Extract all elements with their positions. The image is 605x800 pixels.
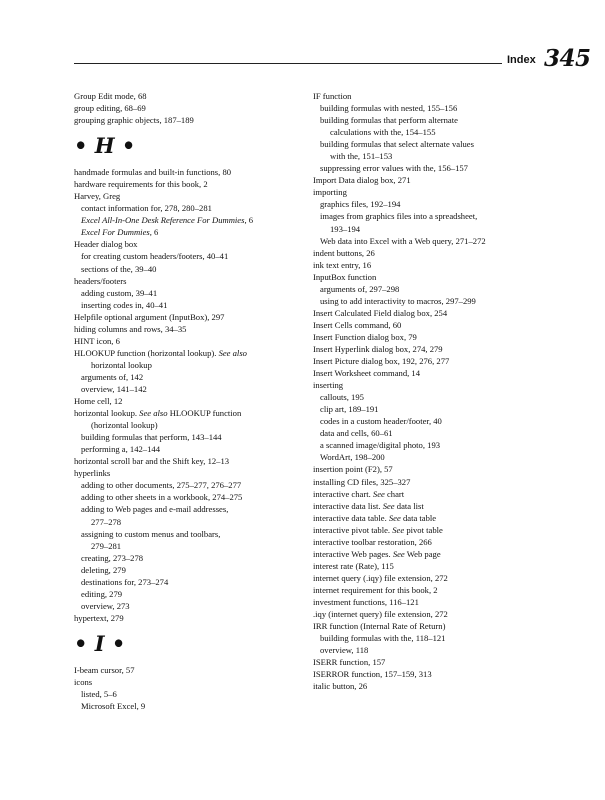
index-entry-part: Web page [404, 548, 441, 559]
index-subentry: inserting codes in, 40–41 [81, 299, 168, 310]
index-entry: italic button, 26 [313, 681, 368, 692]
index-subentry: listed, 5–6 [81, 689, 117, 700]
index-entry: Insert Picture dialog box, 192, 276, 277 [313, 356, 450, 367]
index-entry-italic-part: See [392, 524, 405, 535]
index-entry-italic-part: See also [218, 347, 247, 358]
index-entry-part: horizontal lookup. [74, 408, 140, 419]
page-number: 345 [544, 45, 591, 72]
index-letter-heading: • H • [74, 133, 136, 159]
index-entry: Home cell, 12 [74, 396, 123, 407]
index-subentry: suppressing error values with the, 156–157 [320, 163, 468, 174]
index-entry: icons [74, 676, 93, 687]
index-subentry: arguments of, 142 [81, 371, 144, 382]
index-entry-italic-part: See also [139, 408, 168, 419]
index-entry [74, 407, 294, 419]
index-entry: InputBox function [313, 271, 377, 282]
index-entry-italic-part: See [372, 488, 385, 499]
index-subentry: graphics files, 192–194 [320, 199, 401, 210]
index-subentry: WordArt, 198–200 [320, 452, 385, 463]
index-entry: .iqy (internet query) file extension, 272 [313, 609, 448, 620]
index-entry: ISERR function, 157 [313, 657, 386, 668]
index-subentry: creating, 273–278 [81, 552, 144, 563]
index-entry: group editing, 68–69 [74, 103, 146, 114]
running-header [74, 45, 591, 77]
index-entry-part: interactive pivot table. [313, 524, 393, 535]
index-entry: Insert Function dialog box, 79 [313, 331, 417, 342]
index-entry [313, 524, 583, 536]
index-subentry: arguments of, 297–298 [320, 283, 400, 294]
index-entry: investment functions, 116–121 [313, 596, 419, 607]
index-subentry: overview, 273 [81, 600, 130, 611]
index-entry: hardware requirements for this book, 2 [74, 179, 208, 190]
index-subentry: performing a, 142–144 [81, 444, 160, 455]
index-entry: interest rate (Rate), 115 [313, 560, 394, 571]
index-entry [313, 512, 583, 524]
index-entry-italic-part: Excel All-In-One Desk Reference For Dummies [81, 215, 245, 226]
index-entry: Harvey, Greg [74, 191, 121, 202]
index-entry-italic-part: See [392, 548, 405, 559]
index-entry-italic-part: See [382, 500, 395, 511]
index-entry: interactive toolbar restoration, 266 [313, 536, 432, 547]
index-entry-part: interactive data table. [313, 512, 389, 523]
index-subentry: adding to other sheets in a workbook, 274–275 [81, 492, 243, 503]
index-entry [74, 347, 294, 359]
index-subentry: deleting, 279 [81, 564, 126, 575]
index-entry-part: interactive Web pages. [313, 548, 393, 559]
index-subentry: overview, 141–142 [81, 383, 147, 394]
index-entry: hiding columns and rows, 34–35 [74, 323, 187, 334]
index-subentry: images from graphics files into a spreadsheet, [320, 211, 478, 222]
index-entry-continuation: horizontal lookup [91, 359, 152, 370]
index-subentry: destinations for, 273–274 [81, 576, 169, 587]
index-entry: I-beam cursor, 57 [74, 664, 135, 675]
index-entry: handmade formulas and built-in functions, 80 [74, 167, 232, 178]
index-subentry [74, 226, 294, 238]
index-entry: grouping graphic objects, 187–189 [74, 115, 194, 126]
index-subentry: clip art, 189–191 [320, 404, 379, 415]
index-entry-continuation: 193–194 [330, 223, 361, 234]
index-entry-part: HLOOKUP function [167, 408, 242, 419]
index-subentry: assigning to custom menus and toolbars, [81, 528, 221, 539]
index-entry-part: data table [400, 512, 437, 523]
index-entry: Insert Worksheet command, 14 [313, 368, 421, 379]
index-entry-part: pivot table [404, 524, 443, 535]
index-entry-part: data list [394, 500, 424, 511]
index-column-right [313, 90, 583, 692]
index-subentry: callouts, 195 [320, 392, 364, 403]
index-subentry: adding to other documents, 275–277, 276–277 [81, 480, 242, 491]
index-entry: Insert Calculated Field dialog box, 254 [313, 307, 448, 318]
index-entry-part: HLOOKUP function (horizontal lookup). [74, 347, 219, 358]
index-subentry: for creating custom headers/footers, 40–41 [81, 251, 229, 262]
index-entry: indent buttons, 26 [313, 247, 375, 258]
index-entry-part: , 6 [149, 227, 159, 238]
index-column-left [74, 90, 294, 712]
index-entry-part: , 6 [244, 215, 254, 226]
index-entry-italic-part: See [388, 512, 401, 523]
index-entry: installing CD files, 325–327 [313, 476, 411, 487]
index-entry: IF function [313, 91, 352, 101]
index-subentry: overview, 118 [320, 645, 369, 656]
index-entry: horizontal scroll bar and the Shift key, 12–13 [74, 456, 230, 467]
section-title: Index [507, 54, 536, 66]
index-subentry [74, 214, 294, 226]
index-entry: ink text entry, 16 [313, 259, 372, 270]
index-subentry: Microsoft Excel, 9 [81, 701, 146, 712]
index-entry [313, 500, 583, 512]
index-subentry: building formulas with the, 118–121 [320, 633, 446, 644]
index-entry: ISERROR function, 157–159, 313 [313, 669, 432, 680]
index-entry: HINT icon, 6 [74, 335, 120, 346]
index-subentry: contact information for, 278, 280–281 [81, 203, 212, 214]
index-entry: Insert Hyperlink dialog box, 274, 279 [313, 343, 443, 354]
index-entry: internet requirement for this book, 2 [313, 584, 438, 595]
index-entry: Helpfile optional argument (InputBox), 297 [74, 311, 225, 322]
index-subentry: adding custom, 39–41 [81, 287, 158, 298]
index-subentry: codes in a custom header/footer, 40 [320, 416, 442, 427]
index-entry: importing [313, 187, 347, 198]
index-subentry: building formulas that perform alternate [320, 115, 458, 126]
index-subentry: Web data into Excel with a Web query, 271–272 [320, 235, 486, 246]
index-entry-italic-part: Excel For Dummies [81, 227, 150, 238]
index-entry-continuation: with the, 151–153 [330, 151, 393, 162]
index-entry: hypertext, 279 [74, 612, 124, 623]
index-entry: Group Edit mode, 68 [74, 91, 147, 101]
index-entry [313, 488, 583, 500]
index-entry-continuation: 277–278 [91, 516, 122, 527]
index-subentry: building formulas that perform, 143–144 [81, 432, 222, 443]
index-subentry: building formulas with nested, 155–156 [320, 103, 458, 114]
index-subentry: using to add interactivity to macros, 297–299 [320, 295, 476, 306]
index-subentry: editing, 279 [81, 588, 123, 599]
index-entry: insertion point (F2), 57 [313, 464, 393, 475]
index-subentry: data and cells, 60–61 [320, 428, 393, 439]
header-rule [74, 63, 502, 64]
index-entry-part: chart [384, 488, 405, 499]
index-letter-heading: • I • [74, 630, 126, 656]
index-entry: IRR function (Internal Rate of Return) [313, 621, 446, 632]
index-entry: headers/footers [74, 275, 127, 286]
index-entry [313, 548, 583, 560]
index-subentry: a scanned image/digital photo, 193 [320, 440, 441, 451]
index-subentry: building formulas that select alternate values [320, 139, 474, 150]
index-entry-continuation: (horizontal lookup) [91, 420, 158, 431]
index-entry-continuation: 279–281 [91, 540, 122, 551]
index-entry: inserting [313, 380, 344, 391]
index-entry: Import Data dialog box, 271 [313, 175, 411, 186]
index-entry-part: interactive data list. [313, 500, 383, 511]
index-entry-continuation: calculations with the, 154–155 [330, 127, 436, 138]
index-subentry: sections of the, 39–40 [81, 263, 157, 274]
index-entry: Header dialog box [74, 239, 138, 250]
index-subentry: adding to Web pages and e-mail addresses, [81, 504, 229, 515]
index-entry: Insert Cells command, 60 [313, 319, 402, 330]
index-entry: hyperlinks [74, 468, 111, 479]
index-entry-part: interactive chart. [313, 488, 373, 499]
index-entry: internet query (.iqy) file extension, 272 [313, 572, 448, 583]
